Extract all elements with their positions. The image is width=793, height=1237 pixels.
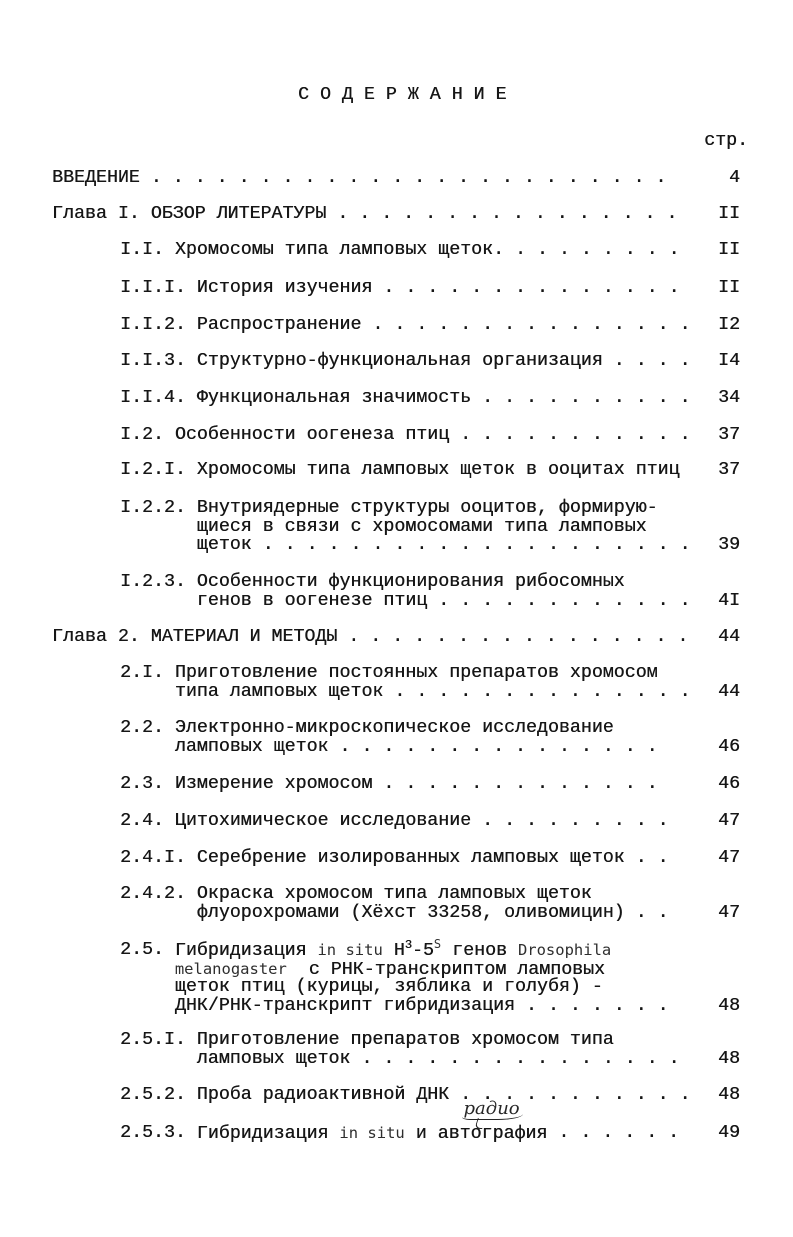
page-number: 46 bbox=[718, 736, 740, 757]
entry-title: ламповых щеток bbox=[174, 736, 329, 757]
toc-entry-2-1 bbox=[120, 664, 740, 701]
dot-leader bbox=[328, 738, 670, 757]
page-number: 49 bbox=[718, 1123, 740, 1143]
entry-body bbox=[175, 426, 740, 445]
entry-line: Приготовление препаратов хромосом типа bbox=[196, 1030, 614, 1050]
entry-body bbox=[174, 937, 740, 1016]
toc-entry-1-1 bbox=[120, 241, 740, 260]
toc-entry-1-1-1 bbox=[120, 279, 740, 298]
toc-entry-2-4-2 bbox=[120, 885, 740, 922]
dot-leader bbox=[603, 352, 692, 371]
section-number: 2.5.3. bbox=[120, 1123, 186, 1143]
entry-title: ВВЕДЕНИЕ bbox=[52, 168, 140, 188]
entry-title: ДНК/РНК-транскрипт гибридизация bbox=[174, 995, 515, 1016]
dot-leader bbox=[361, 316, 692, 335]
dot-leader bbox=[471, 812, 670, 831]
toc-entry-2-4 bbox=[120, 812, 740, 831]
toc-entry-2-5-3 bbox=[120, 1098, 740, 1144]
dot-leader bbox=[372, 775, 670, 794]
entry-title: Цитохимическое исследование bbox=[174, 811, 472, 831]
dot-leader bbox=[515, 997, 670, 1016]
section-number: 2.2. bbox=[120, 718, 164, 738]
page-number: 44 bbox=[718, 627, 740, 647]
text-segment: Гибридизация bbox=[174, 941, 318, 961]
toc-entry-1-1-4 bbox=[120, 389, 740, 408]
dot-leader bbox=[427, 592, 692, 611]
page-number: 47 bbox=[718, 811, 740, 831]
page-column-label: стр. bbox=[704, 131, 748, 151]
entry-body bbox=[197, 849, 740, 868]
dot-leader bbox=[547, 1124, 692, 1143]
entry-body bbox=[52, 169, 740, 188]
entry-title: Хромосомы типа ламповых щеток в ооцитах птиц bbox=[196, 460, 680, 480]
entry-body bbox=[197, 279, 740, 298]
toc-entry-chapter-2 bbox=[52, 628, 740, 647]
entry-body bbox=[197, 499, 740, 555]
entry-line bbox=[175, 738, 740, 757]
section-number: I.2.2. bbox=[120, 498, 186, 518]
latin-term: in situ bbox=[317, 941, 383, 959]
entry-title: Глава I. ОБЗОР ЛИТЕРАТУРЫ bbox=[52, 204, 327, 224]
page-number: II bbox=[718, 240, 740, 260]
dot-leader bbox=[471, 389, 692, 408]
section-number: I.I.2. bbox=[120, 315, 186, 335]
dot-leader bbox=[372, 279, 692, 298]
entry-line bbox=[175, 241, 740, 260]
toc-entry-1-1-2 bbox=[120, 316, 740, 335]
text-segment: и авто bbox=[404, 1124, 482, 1144]
entry-title: Хромосомы типа ламповых щеток. bbox=[174, 240, 504, 260]
section-number: I.2. bbox=[120, 425, 164, 445]
entry-title: флуорохромами (Хёхст 33258, оливомицин) bbox=[196, 902, 625, 923]
section-number: 2.4. bbox=[120, 811, 164, 831]
superscript: 3 bbox=[404, 938, 412, 952]
entry-body bbox=[175, 664, 740, 701]
dot-leader bbox=[449, 426, 692, 445]
entry-body bbox=[197, 352, 740, 371]
entry-body bbox=[197, 461, 740, 480]
toc-entry-2-5 bbox=[120, 937, 740, 1016]
entry-line: Особенности функционирования рибосомных bbox=[196, 572, 625, 592]
entry-line bbox=[197, 279, 740, 298]
text-segment: H bbox=[382, 941, 405, 961]
entry-line bbox=[197, 461, 740, 480]
entry-title: Распространение bbox=[196, 315, 362, 335]
text-segment: с РНК-транскриптом ламповых bbox=[286, 959, 605, 980]
entry-body bbox=[175, 775, 740, 794]
entry-body bbox=[197, 1031, 740, 1068]
entry-title: ламповых щеток bbox=[196, 1048, 351, 1069]
entry-line bbox=[175, 997, 740, 1016]
superscript: S bbox=[433, 937, 442, 951]
entry-body bbox=[197, 389, 740, 408]
entry-line: щеток птиц (курицы, зяблика и голубя) - bbox=[174, 977, 603, 997]
entry-title: щеток bbox=[196, 535, 252, 555]
dot-leader bbox=[252, 536, 692, 555]
text-segment: Гибридизация bbox=[196, 1124, 340, 1144]
dot-leader bbox=[350, 1050, 692, 1069]
section-number: I.2.3. bbox=[120, 572, 186, 592]
section-number: 2.5. bbox=[120, 940, 164, 960]
section-number: I.I.I. bbox=[120, 278, 186, 298]
section-number: 2.I. bbox=[120, 663, 164, 683]
entry-line bbox=[197, 389, 740, 408]
entry-line bbox=[197, 352, 740, 371]
entry-line bbox=[175, 775, 740, 794]
dot-leader bbox=[625, 904, 670, 923]
page-number: 37 bbox=[718, 460, 740, 480]
toc-entry-2-5-1 bbox=[120, 1031, 740, 1068]
entry-title: Проба радиоактивной ДНК bbox=[196, 1085, 450, 1105]
page-title: С О Д Е Р Ж А Н И Е bbox=[298, 85, 507, 105]
section-number: 2.4.2. bbox=[120, 884, 186, 904]
page-number: 47 bbox=[718, 902, 740, 923]
entry-line: Окраска хромосом типа ламповых щеток bbox=[196, 884, 592, 904]
section-number: I.I. bbox=[120, 240, 164, 260]
toc-entry-2-5-2 bbox=[120, 1086, 740, 1105]
toc-entry-chapter-1 bbox=[52, 205, 740, 224]
section-number: 2.5.I. bbox=[120, 1030, 186, 1050]
toc-entry-1-2-1 bbox=[120, 461, 740, 480]
entry-line bbox=[52, 205, 740, 224]
entry-line bbox=[197, 1050, 740, 1069]
entry-title bbox=[196, 1098, 548, 1144]
section-number: 2.4.I. bbox=[120, 848, 186, 868]
page-number: 48 bbox=[718, 1048, 740, 1069]
entry-title: Особенности оогенеза птиц bbox=[174, 425, 450, 445]
toc-entry-2-4-1 bbox=[120, 849, 740, 868]
entry-body bbox=[52, 205, 740, 224]
page-number: I4 bbox=[718, 351, 740, 371]
handwritten-insertion: радио bbox=[462, 1100, 523, 1120]
entry-title: Функциональная значимость bbox=[196, 388, 472, 408]
dot-leader bbox=[383, 683, 692, 702]
page-number: 48 bbox=[718, 1085, 740, 1105]
dot-leader bbox=[625, 849, 670, 868]
page-number: II bbox=[718, 278, 740, 298]
page-number: 4 bbox=[729, 168, 740, 188]
entry-body bbox=[196, 1098, 740, 1144]
entry-line bbox=[197, 316, 740, 335]
dot-leader bbox=[326, 205, 692, 224]
entry-title: Измерение хромосом bbox=[174, 774, 373, 794]
entry-body bbox=[52, 628, 740, 647]
latin-term: melanogaster bbox=[174, 959, 287, 978]
page-number: 47 bbox=[718, 848, 740, 868]
page-number: 39 bbox=[718, 535, 740, 555]
entry-body bbox=[197, 573, 740, 610]
entry-line bbox=[175, 683, 740, 702]
toc-entry-2-2 bbox=[120, 719, 740, 756]
entry-title: Структурно-функциональная организация bbox=[196, 351, 603, 371]
toc-entry-1-1-3 bbox=[120, 352, 740, 371]
latin-term: in situ bbox=[339, 1124, 405, 1142]
entry-line: Внутриядерные структуры ооцитов, формирую- bbox=[196, 498, 658, 518]
entry-title: типа ламповых щеток bbox=[174, 681, 384, 702]
page-number: 4I bbox=[718, 590, 740, 611]
entry-body bbox=[175, 241, 740, 260]
dot-leader bbox=[337, 628, 692, 647]
entry-title: Серебрение изолированных ламповых щеток bbox=[196, 848, 625, 868]
entry-title: Глава 2. МАТЕРИАЛ И МЕТОДЫ bbox=[52, 627, 338, 647]
page-number: 37 bbox=[718, 425, 740, 445]
page-number: II bbox=[718, 204, 740, 224]
text-segment: -5 bbox=[411, 941, 434, 961]
toc-entry-1-2 bbox=[120, 426, 740, 445]
section-number: I.2.I. bbox=[120, 460, 186, 480]
toc-entry-introduction bbox=[52, 169, 740, 188]
entry-body bbox=[197, 316, 740, 335]
entry-line bbox=[197, 849, 740, 868]
section-number: 2.3. bbox=[120, 774, 164, 794]
dot-leader bbox=[504, 241, 692, 260]
entry-line bbox=[52, 169, 740, 188]
entry-line: Электронно-микроскопическое исследование bbox=[174, 718, 614, 738]
page-number: 44 bbox=[718, 681, 740, 702]
entry-line bbox=[196, 1098, 740, 1144]
entry-body bbox=[175, 719, 740, 756]
entry-line bbox=[197, 536, 740, 555]
entry-title: История изучения bbox=[196, 278, 373, 298]
latin-term: Drosophila bbox=[517, 941, 612, 959]
entry-line bbox=[52, 628, 740, 647]
section-number: I.I.4. bbox=[120, 388, 186, 408]
entry-line bbox=[174, 937, 740, 961]
text-segment: генов bbox=[441, 941, 518, 961]
toc-entry-1-2-2 bbox=[120, 499, 740, 555]
page-number: I2 bbox=[718, 315, 740, 335]
entry-line bbox=[175, 960, 740, 979]
text-segment: графия bbox=[481, 1124, 548, 1144]
section-number: 2.5.2. bbox=[120, 1085, 186, 1105]
page-number: 48 bbox=[718, 995, 740, 1016]
entry-body bbox=[197, 885, 740, 922]
entry-line bbox=[197, 904, 740, 923]
dot-leader bbox=[140, 169, 670, 188]
page-number: 34 bbox=[718, 388, 740, 408]
entry-title: генов в оогенезе птиц bbox=[196, 590, 428, 611]
toc-entry-2-3 bbox=[120, 775, 740, 794]
toc-entry-1-2-3 bbox=[120, 573, 740, 610]
entry-body bbox=[175, 812, 740, 831]
section-number: I.I.3. bbox=[120, 351, 186, 371]
entry-line: Приготовление постоянных препаратов хромосом bbox=[174, 663, 658, 683]
entry-line bbox=[175, 812, 740, 831]
entry-line bbox=[197, 592, 740, 611]
entry-line bbox=[175, 426, 740, 445]
entry-line: щиеся в связи с хромосомами типа ламповых bbox=[196, 516, 647, 537]
page-number: 46 bbox=[718, 774, 740, 794]
